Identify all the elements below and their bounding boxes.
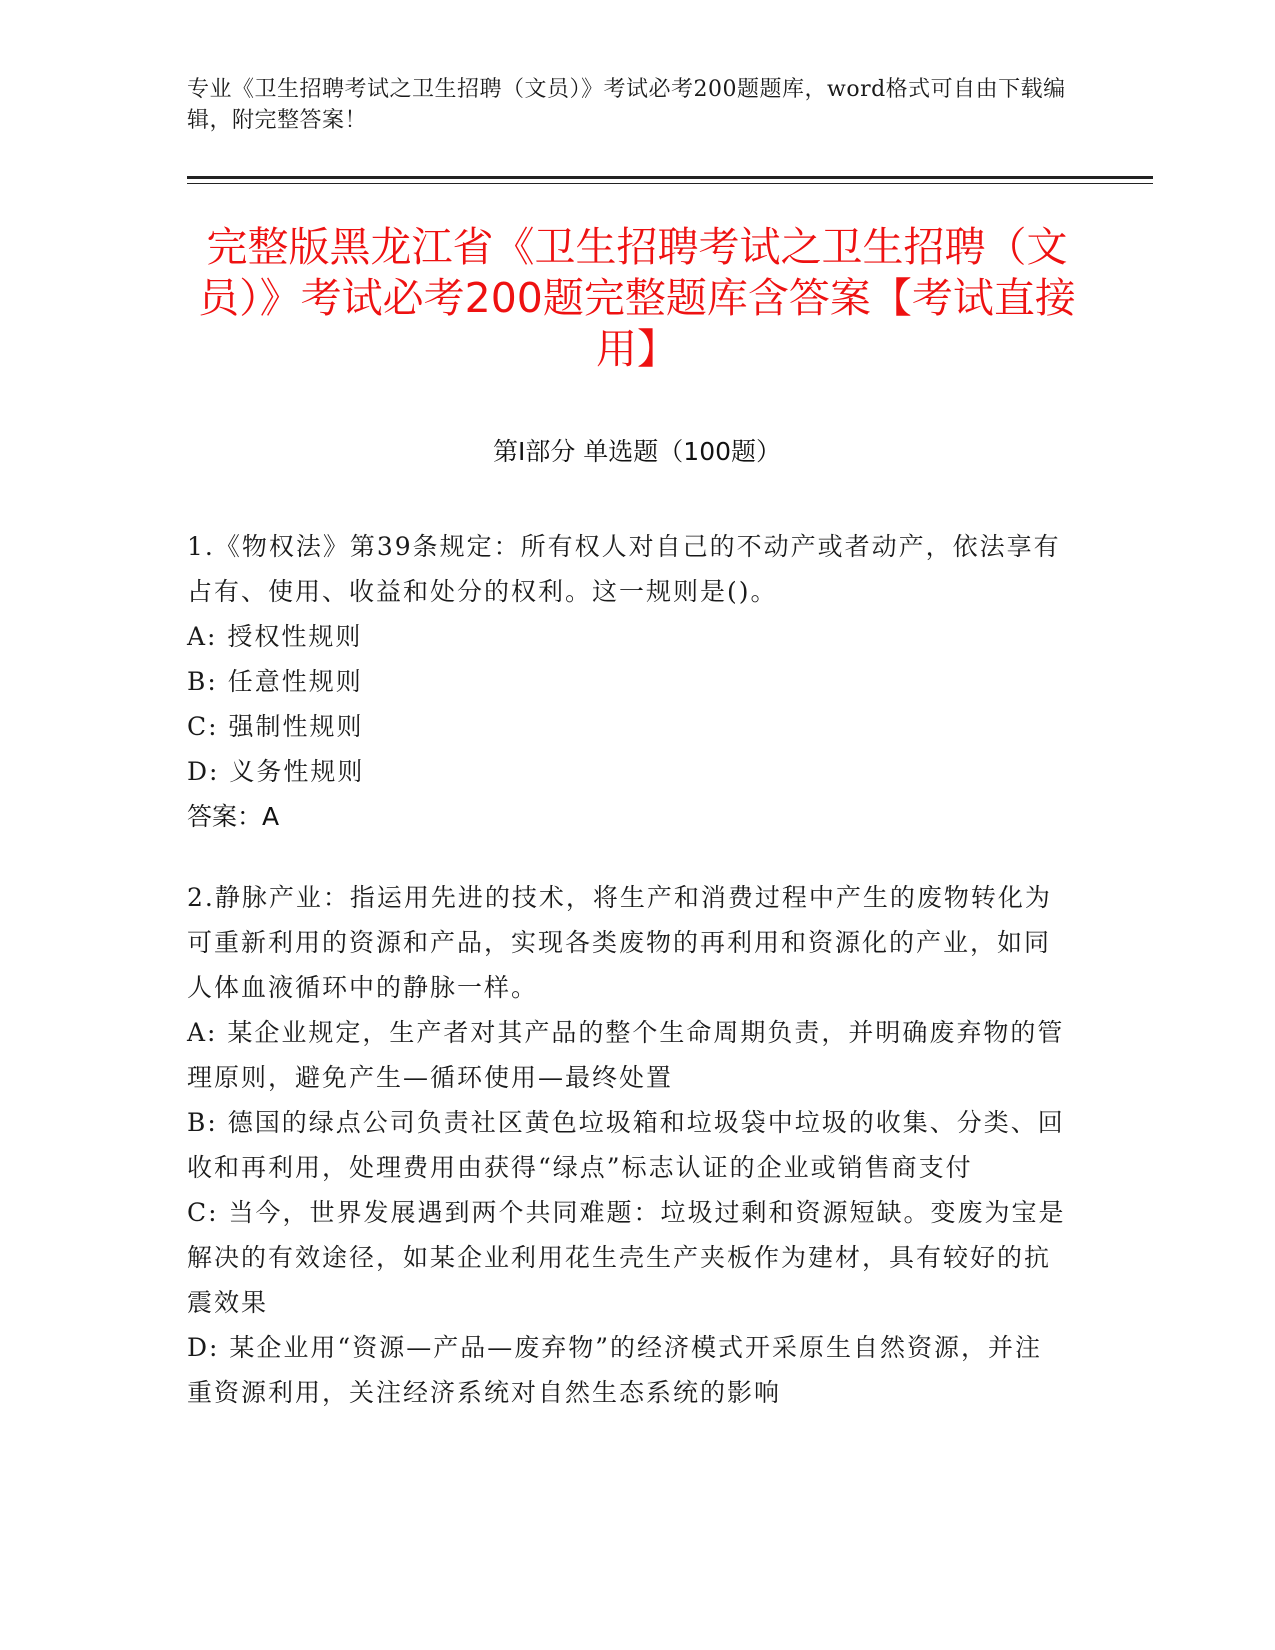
header-divider-thick: [187, 176, 1153, 179]
option-c: C: 当今，世界发展遇到两个共同难题：垃圾过剩和资源短缺。变废为宝是解决的有效途径，如某企业利用花生壳生产夹板作为建材，具有较好的抗震效果: [187, 1198, 1066, 1317]
question-1: [187, 524, 1067, 839]
option-c: C: 强制性规则: [187, 712, 364, 741]
option-d: D: 义务性规则: [187, 757, 365, 786]
question-stem: 2.静脉产业：指运用先进的技术，将生产和消费过程中产生的废物转化为可重新利用的资源和产品，实现各类废物的再利用和资源化的产业，如同人体血液循环中的静脉一样。: [187, 883, 1052, 1002]
header-divider-thin: [187, 183, 1153, 184]
question-list: [187, 524, 1067, 1451]
option-a: A: 授权性规则: [187, 622, 363, 651]
option-b: B: 任意性规则: [187, 667, 363, 696]
option-b: B: 德国的绿点公司负责社区黄色垃圾箱和垃圾袋中垃圾的收集、分类、回收和再利用，处理费用由获得“绿点”标志认证的企业或销售商支付: [187, 1108, 1065, 1182]
header-note: 专业《卫生招聘考试之卫生招聘（文员）》考试必考200题题库，word格式可自由下载编辑，附完整答案！: [187, 77, 1066, 133]
option-a: A: 某企业规定，生产者对其产品的整个生命周期负责，并明确废弃物的管理原则，避免产生—循环使用—最终处置: [187, 1018, 1065, 1092]
section-heading: 第I部分 单选题（100题）: [492, 437, 782, 466]
document-title: 完整版黑龙江省《卫生招聘考试之卫生招聘（文员）》考试必考200题完整题库含答案【考试直接用】: [198, 223, 1076, 373]
answer-line: 答案：A: [187, 802, 280, 831]
question-2: [187, 875, 1067, 1415]
option-d: D: 某企业用“资源—产品—废弃物”的经济模式开采原生自然资源，并注重资源利用，关注经济系统对自然生态系统的影响: [187, 1333, 1042, 1407]
question-stem: 1.《物权法》第39条规定：所有权人对自己的不动产或者动产，依法享有占有、使用、收益和处分的权利。这一规则是()。: [187, 532, 1061, 606]
